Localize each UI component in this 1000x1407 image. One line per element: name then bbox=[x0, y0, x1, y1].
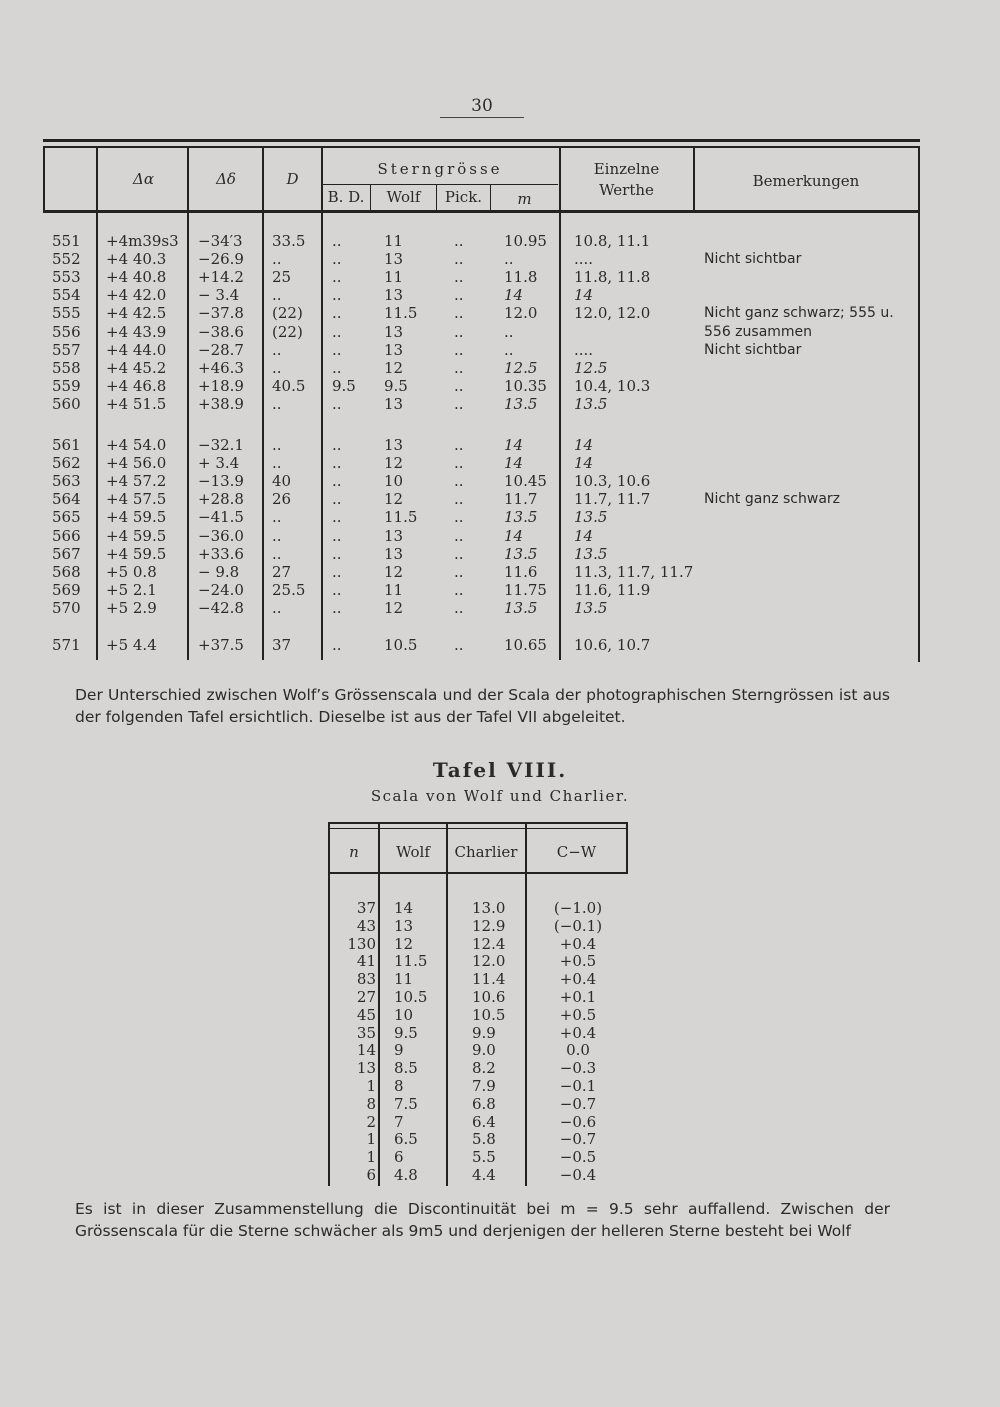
tafel-title: Tafel VIII. bbox=[432, 758, 568, 782]
table-cell-dd: − 9.8 bbox=[198, 562, 240, 581]
table-cell-da: +4 46.8 bbox=[106, 376, 167, 395]
table-cell-da: +4 44.0 bbox=[106, 340, 167, 359]
tafel-cell-charlier: 9.0 bbox=[472, 1041, 496, 1060]
table-cell-bd: .. bbox=[332, 526, 342, 545]
tafel-sep-3 bbox=[525, 822, 527, 1186]
tafel-cell-cw: −0.3 bbox=[559, 1059, 597, 1078]
tafel-cell-charlier: 5.8 bbox=[472, 1130, 496, 1149]
tafel-cell-cw: −0.7 bbox=[559, 1130, 597, 1149]
table-cell-dd: +46.3 bbox=[198, 358, 244, 377]
table-cell-num: 564 bbox=[52, 490, 81, 509]
tafel-cell-n: 130 bbox=[347, 934, 376, 953]
tafel-cell-wolf: 11.5 bbox=[394, 952, 428, 971]
table-cell-m: 11.6 bbox=[504, 562, 538, 581]
tafel-cell-charlier: 12.4 bbox=[472, 934, 506, 953]
table-cell-einz: 13.5 bbox=[574, 394, 608, 413]
table-cell-da: +5 2.9 bbox=[106, 598, 157, 617]
table-cell-pick: .. bbox=[454, 454, 464, 473]
table-cell-einz: 11.3, 11.7, 11.7 bbox=[574, 562, 694, 581]
table-cell-num: 559 bbox=[52, 376, 81, 395]
tafel-cell-wolf: 11 bbox=[394, 970, 414, 989]
table-cell-D: .. bbox=[272, 598, 282, 617]
table-cell-dd: +37.5 bbox=[198, 636, 244, 654]
table-cell-D: 40 bbox=[272, 472, 292, 491]
table-right-border bbox=[918, 146, 920, 662]
table-cell-wolf: 11.5 bbox=[384, 304, 418, 323]
table-cell-num: 562 bbox=[52, 454, 81, 473]
tafel-cell-charlier: 8.2 bbox=[472, 1059, 496, 1078]
tafel-cell-n: 1 bbox=[366, 1148, 376, 1167]
tafel-cell-cw: −0.6 bbox=[559, 1112, 597, 1131]
col-sep-1 bbox=[96, 146, 98, 660]
table-cell-num: 551 bbox=[52, 232, 81, 250]
table-cell-dd: −32.1 bbox=[198, 436, 244, 454]
table-cell-pick: .. bbox=[454, 544, 464, 563]
table-cell-da: +4 59.5 bbox=[106, 544, 167, 563]
table-cell-m: 14 bbox=[504, 454, 524, 473]
table-cell-m: 13.5 bbox=[504, 508, 538, 527]
tafel-cell-wolf: 10 bbox=[394, 1005, 414, 1024]
table-cell-pick: .. bbox=[454, 636, 464, 654]
tafel-cell-cw: +0.1 bbox=[559, 988, 597, 1006]
star-table bbox=[0, 0, 1000, 700]
tafel-cell-n: 6 bbox=[366, 1166, 376, 1184]
table-cell-pick: .. bbox=[454, 598, 464, 617]
table-cell-num: 568 bbox=[52, 562, 81, 581]
table-cell-wolf: 13 bbox=[384, 250, 404, 269]
tafel-cell-n: 8 bbox=[366, 1094, 376, 1113]
table-cell-wolf: 13 bbox=[384, 286, 404, 305]
tafel-cell-charlier: 7.9 bbox=[472, 1077, 496, 1095]
tafel-cell-wolf: 10.5 bbox=[394, 988, 428, 1006]
table-cell-pick: .. bbox=[454, 304, 464, 323]
table-cell-wolf: 13 bbox=[384, 436, 404, 454]
table-cell-bd: .. bbox=[332, 598, 342, 617]
table-cell-D: 25.5 bbox=[272, 580, 306, 599]
tafel-cell-cw: −0.4 bbox=[559, 1166, 597, 1184]
table-cell-da: +4 57.2 bbox=[106, 472, 167, 491]
table-cell-num: 565 bbox=[52, 508, 81, 527]
table-cell-da: +4 43.9 bbox=[106, 322, 167, 341]
table-cell-da: +5 4.4 bbox=[106, 636, 157, 654]
table-cell-dd: −26.9 bbox=[198, 250, 244, 269]
table-top-rule-inner bbox=[43, 146, 920, 148]
table-cell-pick: .. bbox=[454, 322, 464, 341]
table-cell-num: 563 bbox=[52, 472, 81, 491]
tafel-cell-cw: +0.4 bbox=[559, 970, 597, 989]
tafel-left-border bbox=[328, 822, 330, 1186]
table-cell-m: 14 bbox=[504, 526, 524, 545]
tafel-cell-n: 2 bbox=[366, 1112, 376, 1131]
table-cell-bd: .. bbox=[332, 436, 342, 454]
sterngroesse-rule bbox=[322, 184, 558, 185]
tafel-header-wolf: Wolf bbox=[396, 843, 430, 861]
table-cell-bd: .. bbox=[332, 304, 342, 323]
paragraph-2-text: Es ist in dieser Zusammenstellung die Discontinuität bei m = 9.5 sehr auffallend. Zwischen der Grössenscala für die Sterne schwächer als 9m5 und derjenigen der helleren Sterne besteht bei Wolf bbox=[75, 1200, 890, 1240]
table-cell-dd: + 3.4 bbox=[198, 454, 240, 473]
tafel-cell-n: 27 bbox=[356, 988, 376, 1006]
table-cell-num: 561 bbox=[52, 436, 81, 454]
col-sep-2 bbox=[187, 146, 189, 660]
table-cell-D: 26 bbox=[272, 490, 292, 509]
table-cell-einz: 11.8, 11.8 bbox=[574, 268, 651, 287]
table-cell-dd: −37.8 bbox=[198, 304, 244, 323]
tafel-cell-n: 45 bbox=[356, 1005, 376, 1024]
table-cell-num: 558 bbox=[52, 358, 81, 377]
table-cell-bd: .. bbox=[332, 268, 342, 287]
table-cell-bd: .. bbox=[332, 544, 342, 563]
table-cell-da: +4 42.0 bbox=[106, 286, 167, 305]
table-cell-wolf: 13 bbox=[384, 544, 404, 563]
table-cell-wolf: 12 bbox=[384, 490, 404, 509]
table-cell-wolf: 12 bbox=[384, 454, 404, 473]
tafel-cell-n: 37 bbox=[356, 899, 376, 917]
table-cell-einz: 11.7, 11.7 bbox=[574, 490, 651, 509]
table-cell-D: (22) bbox=[272, 322, 303, 341]
header-bottom-rule bbox=[43, 210, 920, 213]
table-cell-D: 25 bbox=[272, 268, 292, 287]
table-cell-D: .. bbox=[272, 436, 282, 454]
table-cell-da: +4 51.5 bbox=[106, 394, 167, 413]
tafel-cell-n: 35 bbox=[356, 1023, 376, 1042]
paragraph-1: Der Unterschied zwischen Wolf’s Grössenscala und der Scala der photographischen Sterngrössen ist aus der folgenden Tafel ersichtlich. Dieselbe ist aus der Tafel VII abgeleitet. bbox=[75, 686, 890, 726]
tafel-cell-wolf: 9.5 bbox=[394, 1023, 418, 1042]
table-cell-wolf: 12 bbox=[384, 562, 404, 581]
table-cell-wolf: 10.5 bbox=[384, 636, 418, 654]
table-cell-dd: −24.0 bbox=[198, 580, 244, 599]
tafel-cell-charlier: 9.9 bbox=[472, 1023, 496, 1042]
table-cell-dd: −38.6 bbox=[198, 322, 244, 341]
table-cell-num: 569 bbox=[52, 580, 81, 599]
header-bemerkungen: Bemerkungen bbox=[752, 172, 860, 190]
tafel-cell-n: 41 bbox=[356, 952, 376, 971]
table-cell-wolf: 12 bbox=[384, 358, 404, 377]
tafel-cell-charlier: 4.4 bbox=[472, 1166, 496, 1184]
table-cell-da: +4 45.2 bbox=[106, 358, 167, 377]
table-cell-wolf: 11 bbox=[384, 580, 404, 599]
table-cell-m: 11.8 bbox=[504, 268, 538, 287]
table-cell-einz: 10.8, 11.1 bbox=[574, 232, 651, 250]
tafel-cell-n: 1 bbox=[366, 1130, 376, 1149]
table-cell-dd: −36.0 bbox=[198, 526, 244, 545]
tafel-sep-2 bbox=[446, 822, 448, 1186]
table-cell-einz: 12.5 bbox=[574, 358, 608, 377]
table-cell-pick: .. bbox=[454, 268, 464, 287]
table-cell-D: (22) bbox=[272, 304, 303, 323]
table-cell-pick: .. bbox=[454, 580, 464, 599]
table-cell-bem: Nicht ganz schwarz; 555 u. bbox=[704, 305, 894, 322]
table-cell-wolf: 11 bbox=[384, 268, 404, 287]
paragraph-2 bbox=[75, 1198, 890, 1242]
table-cell-num: 553 bbox=[52, 268, 81, 287]
table-cell-D: .. bbox=[272, 394, 282, 413]
table-cell-bd: .. bbox=[332, 472, 342, 491]
table-cell-m: 13.5 bbox=[504, 394, 538, 413]
table-cell-da: +4 40.3 bbox=[106, 250, 167, 269]
table-cell-m: 12.0 bbox=[504, 304, 538, 323]
tafel-top-rule-inner bbox=[328, 828, 628, 829]
tafel-cell-wolf: 12 bbox=[394, 934, 414, 953]
tafel-cell-n: 83 bbox=[356, 970, 376, 989]
header-pick: Pick. bbox=[444, 188, 483, 206]
tafel-cell-n: 43 bbox=[356, 916, 376, 935]
table-cell-einz: 12.0, 12.0 bbox=[574, 304, 651, 323]
tafel-cell-wolf: 4.8 bbox=[394, 1166, 418, 1184]
tafel-cell-wolf: 14 bbox=[394, 899, 414, 917]
table-cell-pick: .. bbox=[454, 562, 464, 581]
tafel-cell-cw: (−1.0) bbox=[553, 899, 603, 917]
table-cell-m: .. bbox=[504, 340, 514, 359]
table-cell-m: 13.5 bbox=[504, 544, 538, 563]
table-cell-pick: .. bbox=[454, 358, 464, 377]
table-cell-bd: .. bbox=[332, 250, 342, 269]
table-cell-m: 13.5 bbox=[504, 598, 538, 617]
tafel-right-border bbox=[626, 822, 628, 874]
table-cell-m: 14 bbox=[504, 286, 524, 305]
table-cell-wolf: 13 bbox=[384, 322, 404, 341]
table-cell-bd: .. bbox=[332, 454, 342, 473]
header-wolf: Wolf bbox=[386, 188, 421, 206]
table-cell-einz: .... bbox=[574, 340, 594, 359]
table-cell-num: 567 bbox=[52, 544, 81, 563]
tafel-cell-charlier: 13.0 bbox=[472, 899, 506, 917]
table-cell-D: .. bbox=[272, 358, 282, 377]
tafel-cell-cw: +0.4 bbox=[559, 934, 597, 953]
table-top-rule bbox=[43, 139, 920, 142]
tafel-cell-charlier: 6.8 bbox=[472, 1094, 496, 1113]
table-cell-bd: .. bbox=[332, 490, 342, 509]
table-cell-pick: .. bbox=[454, 376, 464, 395]
tafel-cell-wolf: 13 bbox=[394, 916, 414, 935]
table-cell-bd: .. bbox=[332, 508, 342, 527]
table-cell-einz: 14 bbox=[574, 526, 594, 545]
header-einzelne: Einzelne bbox=[593, 160, 660, 178]
table-cell-num: 552 bbox=[52, 250, 81, 269]
tafel-cell-cw: 0.0 bbox=[566, 1041, 590, 1060]
tafel-cell-cw: +0.5 bbox=[559, 952, 597, 971]
table-cell-da: +4 59.5 bbox=[106, 526, 167, 545]
table-cell-D: 27 bbox=[272, 562, 292, 581]
tafel-header-charlier: Charlier bbox=[454, 843, 518, 861]
table-cell-wolf: 11 bbox=[384, 232, 404, 250]
table-cell-pick: .. bbox=[454, 232, 464, 250]
tafel-cell-n: 14 bbox=[356, 1041, 376, 1060]
header-bd: B. D. bbox=[327, 188, 365, 206]
tafel-cell-charlier: 10.6 bbox=[472, 988, 506, 1006]
table-cell-m: .. bbox=[504, 250, 514, 269]
header-d: D bbox=[286, 170, 299, 188]
table-cell-dd: +14.2 bbox=[198, 268, 244, 287]
table-cell-bem: Nicht sichtbar bbox=[704, 341, 802, 358]
table-cell-num: 555 bbox=[52, 304, 81, 323]
header-werthe: Werthe bbox=[599, 181, 654, 199]
table-cell-D: .. bbox=[272, 340, 282, 359]
table-cell-dd: +18.9 bbox=[198, 376, 244, 395]
table-cell-da: +5 0.8 bbox=[106, 562, 157, 581]
table-cell-bem: Nicht sichtbar bbox=[704, 251, 802, 268]
table-cell-m: 11.7 bbox=[504, 490, 538, 509]
table-cell-num: 557 bbox=[52, 340, 81, 359]
table-cell-da: +4m39s3 bbox=[106, 232, 179, 250]
table-cell-einz: .... bbox=[574, 250, 594, 269]
tafel-cell-charlier: 10.5 bbox=[472, 1005, 506, 1024]
table-cell-wolf: 13 bbox=[384, 340, 404, 359]
tafel-cell-cw: −0.1 bbox=[559, 1077, 597, 1095]
table-cell-D: .. bbox=[272, 286, 282, 305]
tafel-cell-n: 13 bbox=[356, 1059, 376, 1078]
table-cell-pick: .. bbox=[454, 436, 464, 454]
col-sep-3 bbox=[262, 146, 264, 660]
tafel-cell-charlier: 11.4 bbox=[472, 970, 506, 989]
table-cell-m: 14 bbox=[504, 436, 524, 454]
table-cell-einz: 13.5 bbox=[574, 508, 608, 527]
table-cell-m: 10.95 bbox=[504, 232, 547, 250]
table-cell-wolf: 11.5 bbox=[384, 508, 418, 527]
table-cell-dd: −34′3 bbox=[198, 232, 243, 250]
table-cell-wolf: 13 bbox=[384, 394, 404, 413]
table-cell-D: .. bbox=[272, 508, 282, 527]
table-cell-bd: .. bbox=[332, 562, 342, 581]
table-cell-num: 566 bbox=[52, 526, 81, 545]
table-cell-D: 37 bbox=[272, 636, 292, 654]
tafel-cell-cw: −0.7 bbox=[559, 1094, 597, 1113]
tafel-cell-charlier: 6.4 bbox=[472, 1112, 496, 1131]
tafel-cell-wolf: 7 bbox=[394, 1112, 404, 1131]
tafel-cell-wolf: 9 bbox=[394, 1041, 404, 1060]
table-cell-D: .. bbox=[272, 526, 282, 545]
tafel-header-n: n bbox=[349, 843, 359, 861]
table-cell-D: .. bbox=[272, 544, 282, 563]
tafel-cell-cw: (−0.1) bbox=[553, 916, 603, 935]
table-cell-da: +4 54.0 bbox=[106, 436, 167, 454]
table-cell-wolf: 13 bbox=[384, 526, 404, 545]
table-cell-num: 554 bbox=[52, 286, 81, 305]
page-number: 30 bbox=[471, 96, 493, 116]
table-cell-bem: 556 zusammen bbox=[704, 323, 813, 340]
table-cell-einz: 11.6, 11.9 bbox=[574, 580, 651, 599]
table-cell-einz: 10.6, 10.7 bbox=[574, 636, 651, 654]
table-cell-da: +5 2.1 bbox=[106, 580, 157, 599]
tafel-cell-charlier: 5.5 bbox=[472, 1148, 496, 1167]
table-cell-dd: − 3.4 bbox=[198, 286, 240, 305]
table-cell-pick: .. bbox=[454, 490, 464, 509]
table-cell-D: 33.5 bbox=[272, 232, 306, 250]
tafel-cell-charlier: 12.0 bbox=[472, 952, 506, 971]
table-cell-dd: −41.5 bbox=[198, 508, 244, 527]
table-cell-pick: .. bbox=[454, 394, 464, 413]
col-sep-8 bbox=[559, 146, 561, 660]
table-cell-m: .. bbox=[504, 322, 514, 341]
tafel-top-rule bbox=[328, 822, 628, 824]
header-delta-delta: Δδ bbox=[216, 170, 236, 188]
table-cell-dd: −13.9 bbox=[198, 472, 244, 491]
table-cell-einz: 13.5 bbox=[574, 544, 608, 563]
table-cell-m: 12.5 bbox=[504, 358, 538, 377]
header-sterngroesse: Sterngrösse bbox=[377, 160, 503, 178]
table-cell-wolf: 9.5 bbox=[384, 376, 408, 395]
tafel-cell-n: 1 bbox=[366, 1077, 376, 1095]
table-cell-einz: 10.3, 10.6 bbox=[574, 472, 651, 491]
table-cell-D: .. bbox=[272, 454, 282, 473]
tafel-subtitle: Scala von Wolf und Charlier. bbox=[370, 787, 630, 805]
table-cell-einz: 14 bbox=[574, 286, 594, 305]
tafel-cell-wolf: 8 bbox=[394, 1077, 404, 1095]
tafel-cell-cw: −0.5 bbox=[559, 1148, 597, 1167]
table-cell-bd: .. bbox=[332, 358, 342, 377]
header-delta-alpha: Δα bbox=[133, 170, 154, 188]
table-cell-bd: .. bbox=[332, 322, 342, 341]
table-cell-einz: 14 bbox=[574, 436, 594, 454]
table-cell-wolf: 10 bbox=[384, 472, 404, 491]
table-cell-m: 11.75 bbox=[504, 580, 547, 599]
table-cell-dd: +33.6 bbox=[198, 544, 244, 563]
table-cell-m: 10.35 bbox=[504, 376, 547, 395]
table-cell-dd: +38.9 bbox=[198, 394, 244, 413]
table-cell-pick: .. bbox=[454, 286, 464, 305]
table-cell-m: 10.65 bbox=[504, 636, 547, 654]
table-cell-D: 40.5 bbox=[272, 376, 306, 395]
tafel-cell-wolf: 6 bbox=[394, 1148, 404, 1167]
table-cell-bem: Nicht ganz schwarz bbox=[704, 491, 841, 508]
tafel-cell-charlier: 12.9 bbox=[472, 916, 506, 935]
table-cell-wolf: 12 bbox=[384, 598, 404, 617]
table-cell-num: 560 bbox=[52, 394, 81, 413]
table-cell-einz: 14 bbox=[574, 454, 594, 473]
tafel-cell-cw: +0.5 bbox=[559, 1005, 597, 1024]
table-cell-bd: .. bbox=[332, 232, 342, 250]
table-cell-dd: +28.8 bbox=[198, 490, 244, 509]
table-left-border bbox=[43, 146, 45, 212]
table-cell-dd: −28.7 bbox=[198, 340, 244, 359]
table-cell-pick: .. bbox=[454, 340, 464, 359]
table-cell-bd: .. bbox=[332, 286, 342, 305]
table-cell-bd: .. bbox=[332, 394, 342, 413]
table-cell-num: 571 bbox=[52, 636, 81, 654]
table-cell-bd: .. bbox=[332, 580, 342, 599]
table-cell-einz: 13.5 bbox=[574, 598, 608, 617]
table-cell-bd: 9.5 bbox=[332, 376, 356, 395]
table-cell-num: 570 bbox=[52, 598, 81, 617]
header-m: m bbox=[517, 190, 532, 208]
table-cell-bd: .. bbox=[332, 340, 342, 359]
table-cell-num: 556 bbox=[52, 322, 81, 341]
tafel-cell-wolf: 7.5 bbox=[394, 1094, 418, 1113]
tafel-sep-1 bbox=[378, 822, 380, 1186]
table-cell-da: +4 40.8 bbox=[106, 268, 167, 287]
table-cell-m: 10.45 bbox=[504, 472, 547, 491]
table-cell-D: .. bbox=[272, 250, 282, 269]
table-cell-bd: .. bbox=[332, 636, 342, 654]
tafel-cell-wolf: 8.5 bbox=[394, 1059, 418, 1078]
table-cell-einz: 10.4, 10.3 bbox=[574, 376, 651, 395]
table-cell-da: +4 42.5 bbox=[106, 304, 167, 323]
table-cell-pick: .. bbox=[454, 508, 464, 527]
table-cell-da: +4 59.5 bbox=[106, 508, 167, 527]
tafel-cell-cw: +0.4 bbox=[559, 1023, 597, 1042]
table-cell-dd: −42.8 bbox=[198, 598, 244, 617]
table-cell-da: +4 56.0 bbox=[106, 454, 167, 473]
col-sep-4 bbox=[321, 146, 323, 660]
table-cell-pick: .. bbox=[454, 472, 464, 491]
table-cell-pick: .. bbox=[454, 526, 464, 545]
table-cell-pick: .. bbox=[454, 250, 464, 269]
tafel-header-rule bbox=[328, 872, 626, 874]
tafel-header-cw: C−W bbox=[556, 843, 597, 861]
tafel-cell-wolf: 6.5 bbox=[394, 1130, 418, 1149]
table-cell-da: +4 57.5 bbox=[106, 490, 167, 509]
